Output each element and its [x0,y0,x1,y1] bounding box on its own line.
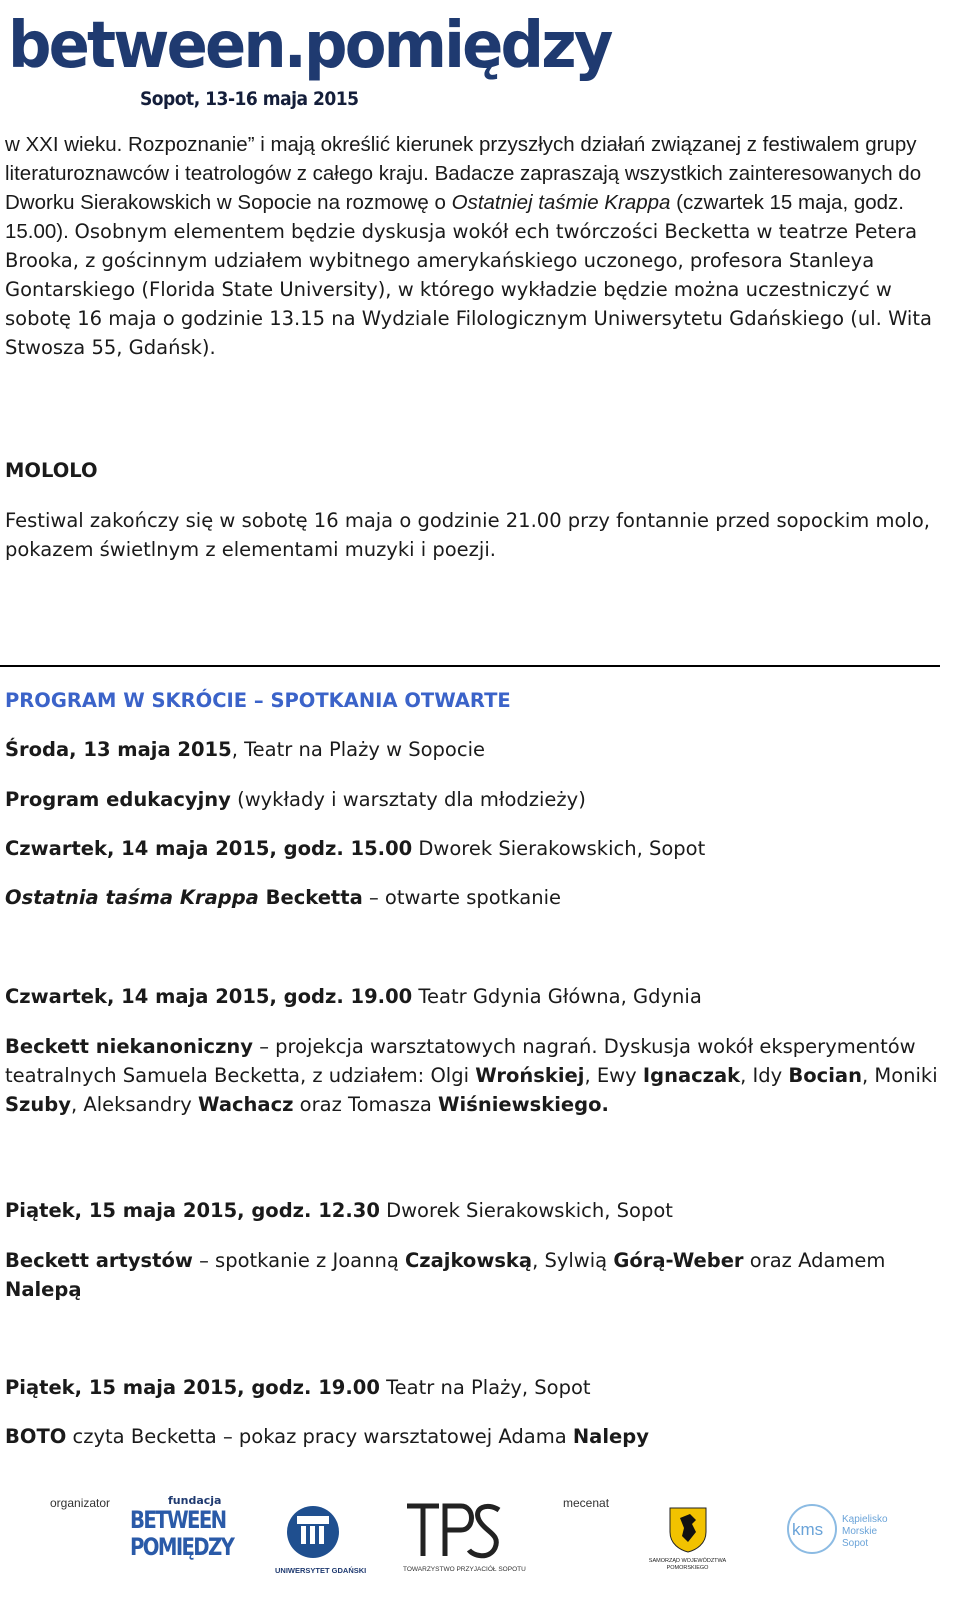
event-title: Program edukacyjny [5,788,231,811]
event-text: czyta Becketta – pokaz pracy warsztatowej Adama [66,1425,573,1448]
event-title: BOTO [5,1425,67,1448]
event-text: – projekcja warsztatowych nagrań. Dyskusja wokół eksperymentów teatralnych Samuela Becketta, z udziałem: Olgi [5,1035,916,1087]
tps-mark-icon [403,1500,503,1562]
intro-title: Ostatniej taśmie Krappa [451,191,671,214]
fundacja-line-b: POMIĘDZY [130,1533,234,1561]
person-name: Wiśniewskiego. [438,1093,609,1116]
event-2-date [5,834,945,863]
event-place: Dworek Sierakowskich, Sopot [412,837,706,860]
intro-text-b: (czwartek 15 maja, godz. 15.00). [5,191,904,243]
event-date: Środa, 13 maja 2015 [5,738,232,761]
event-place: Dworek Sierakowskich, Sopot [379,1199,673,1222]
person-name: Wachacz [198,1093,294,1116]
person-name: Górą-Weber [613,1249,744,1272]
event-1-date [5,735,945,764]
event-title: Ostatnia taśma Krappa [5,886,259,909]
intro-text-a: w XXI wieku. Rozpoznanie” i mają określić kierunek przyszłych działań związanej z festiwalem grupy literaturoznawców i teatrologów z całego kraju. Badacze zapraszają wszystkich zainteresowanych do Dworku Sierakowskich w Sopocie na rozmowę o [5,133,922,214]
ug-logo [275,1502,367,1582]
event-date: Czwartek, 14 maja 2015, godz. 15.00 [5,837,413,860]
tps-logo [403,1500,526,1590]
ug-emblem-icon [275,1502,355,1562]
samorzad-label: SAMORZĄD WOJEWÓDZTWA POMORSKIEGO [648,1558,727,1571]
mololo-text: Festiwal zakończy się w sobotę 16 maja o godzinie 21.00 przy fontannie przed sopockim molo, pokazem świetlnym z elementami muzyki i poezji. [5,509,930,561]
person-name: Czajkowską [404,1249,533,1272]
event-text: oraz Adamem [743,1249,886,1272]
ug-label: UNIWERSYTET GDAŃSKI [275,1566,367,1575]
intro-text-c: Osobnym elementem będzie dyskusja wokół ech twórczości Becketta w teatrze Petera Brooka, z gościnnym udziałem wybitnego amerykańskiego uczonego, profesora Stanleya Gontarskiego (Florida State University), w którego wykładzie będzie można uczestniczyć w sobotę 16 maja o godzinie 13.15 na Wydziale Filologicznym Uniwersytetu Gdańskiego (ul. Wita Stwosza 55, Gdańsk). [5,220,932,359]
event-desc: (wykłady i warsztaty dla młodzieży) [230,788,586,811]
event-text: , Ewy [584,1064,643,1087]
event-3-desc [5,1032,945,1119]
mololo-heading: MOLOLO [5,459,98,482]
event-date: Czwartek, 14 maja 2015, godz. 19.00 [5,985,413,1008]
event-text: , Sylwią [532,1249,614,1272]
event-text: , Idy [740,1064,789,1087]
fundacja-line-a: BETWEEN [130,1506,226,1534]
event-date: Piątek, 15 maja 2015, godz. 12.30 [5,1199,380,1222]
event-place: Teatr na Plaży, Sopot [379,1376,591,1399]
person-name: Nalepą [5,1278,82,1301]
person-name: Bocian [788,1064,862,1087]
griffin-coat-of-arms-icon [668,1506,708,1554]
person-name: Wrońskiej [475,1064,585,1087]
event-author: Becketta [258,886,363,909]
event-title: Beckett niekanoniczny [5,1035,254,1058]
fundacja-logo [130,1494,234,1594]
event-text: , Aleksandry [70,1093,198,1116]
organizer-label: organizator [50,1496,111,1510]
kms-text-2: Morskie [842,1526,878,1537]
intro-paragraph [5,130,945,362]
tps-label: TOWARZYSTWO PRZYJACIÓŁ SOPOTU [403,1566,526,1573]
event-4-desc [5,1246,945,1304]
event-4-date [5,1196,945,1225]
person-name: Szuby [5,1093,71,1116]
sponsors-footer [0,1488,960,1601]
event-text: , Moniki [861,1064,938,1087]
event-desc: – otwarte spotkanie [362,886,562,909]
event-place: , Teatr na Plaży w Sopocie [231,738,485,761]
mecenat-label: mecenat [563,1496,610,1510]
program-heading: PROGRAM W SKRÓCIE – SPOTKANIA OTWARTE [5,689,511,712]
kms-text-1: Kąpielisko [842,1514,888,1525]
event-text: – spotkanie z Joanną [192,1249,405,1272]
event-place: Teatr Gdynia Główna, Gdynia [412,985,702,1008]
samorzad-logo [640,1506,735,1586]
kms-text-3: Sopot [842,1538,869,1549]
event-5-date [5,1373,945,1402]
divider [0,665,940,667]
fundacja-top: fundacja [168,1494,222,1507]
kms-label: kms [792,1520,824,1539]
event-1-title [5,785,945,814]
kms-logo [785,1502,905,1582]
event-5-desc [5,1422,945,1451]
event-title: Beckett artystów [5,1249,193,1272]
event-date: Piątek, 15 maja 2015, godz. 19.00 [5,1376,380,1399]
logo-sub-text: Sopot, 13-16 maja 2015 [140,88,359,110]
event-2-title [5,883,945,912]
event-3-date [5,982,945,1011]
festival-logo [6,4,611,116]
logo-main-text: between.pomiędzy [8,9,611,83]
person-name: Ignaczak [642,1064,741,1087]
event-text: oraz Tomasza [293,1093,439,1116]
person-name: Nalepy [572,1425,649,1448]
